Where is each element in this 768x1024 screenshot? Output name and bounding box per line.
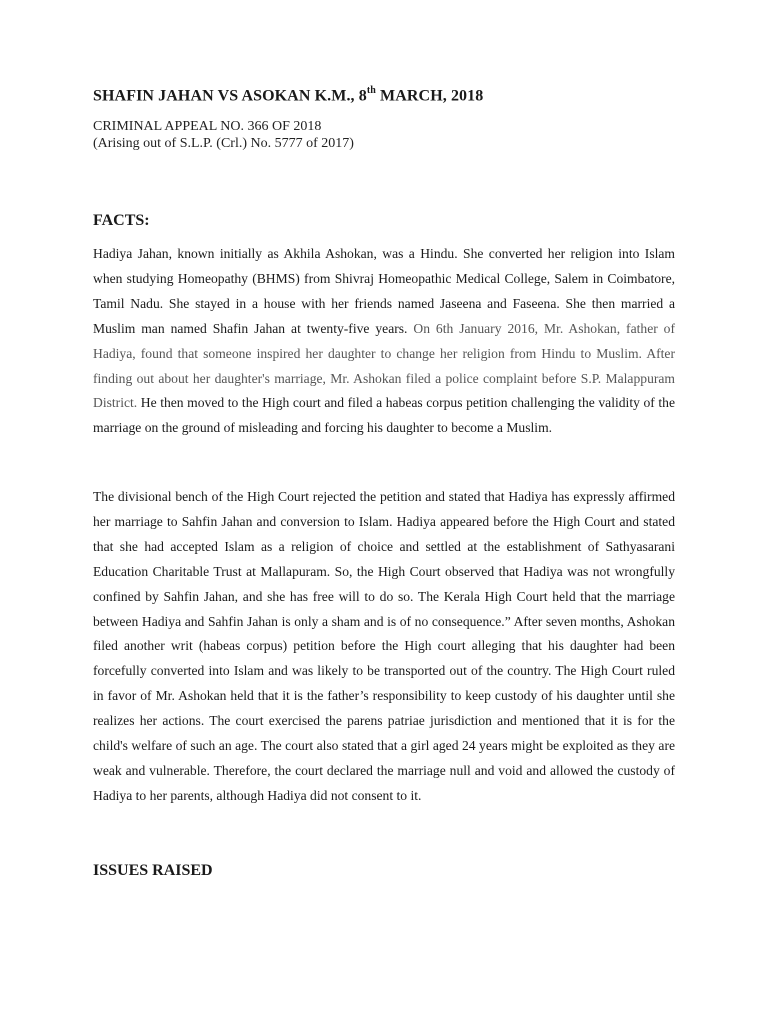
issues-heading: ISSUES RAISED [93, 862, 213, 879]
facts-paragraph-1-part-c: He then moved to the High court and filed a habeas corpus petition challenging the validity of the marriage on the ground of misleading and forcing his daughter to become a Muslim. [93, 395, 675, 436]
appeal-number: CRIMINAL APPEAL NO. 366 OF 2018 [93, 119, 322, 134]
facts-paragraph-1 [93, 242, 675, 441]
facts-paragraph-2: The divisional bench of the High Court rejected the petition and stated that Hadiya has expressly affirmed her marriage to Sahfin Jahan and conversion to Islam. Hadiya appeared before the High Court and stated that she had accepted Islam as a religion of choice and settled at the establishment of Sathyasarani Education Charitable Trust at Mallapuram. So, the High Court observed that Hadiya was not wrongfully confined by Sahfin Jahan, and she has free will to do so. The Kerala High Court held that the marriage between Hadiya and Sahfin Jahan is only a sham and is of no consequence.” After seven months, Ashokan filed another writ (habeas corpus) petition before the High court alleging that his daughter had been forcefully converted into Islam and was likely to be transported out of the country. The High Court ruled in favor of Mr. Ashokan held that it is the father’s responsibility to keep custody of his daughter until she realizes her actions. The court exercised the parens patriae jurisdiction and mentioned that it is for the child's welfare of such an age. The court also stated that a girl aged 24 years might be exploited as they are weak and vulnerable. Therefore, the court declared the marriage null and void and allowed the custody of Hadiya to her parents, although Hadiya did not consent to it. [93, 489, 675, 803]
case-title-end: MARCH, 2018 [375, 87, 484, 105]
case-title-ordinal: th [366, 85, 376, 96]
case-title [93, 86, 483, 105]
facts-heading: FACTS: [93, 212, 150, 229]
facts-paragraph-1-part-a: Hadiya Jahan, known initially as Akhila Ashokan, was a Hindu. She converted her religion into Islam when studying Homeopathy (BHMS) from Shivraj Homeopathic Medical College, Salem in Coimbatore, Tamil Nadu. She stayed in a house with her friends named Jaseena and Faseena. She then married a Muslim man named Shafin Jahan at twenty-five years. [93, 246, 675, 336]
case-title-main: SHAFIN JAHAN VS ASOKAN K.M., 8 [93, 87, 367, 105]
facts-paragraph-1-part-b: On 6th January 2016, Mr. Ashokan, father of Hadiya, found that someone inspired her daughter to change her religion from Hindu to Muslim. After finding out about her daughter's marriage, Mr. Ashokan filed a police complaint before S.P. Malappuram District. [93, 320, 676, 411]
arising-from: (Arising out of S.L.P. (Crl.) No. 5777 of 2017) [93, 136, 354, 151]
